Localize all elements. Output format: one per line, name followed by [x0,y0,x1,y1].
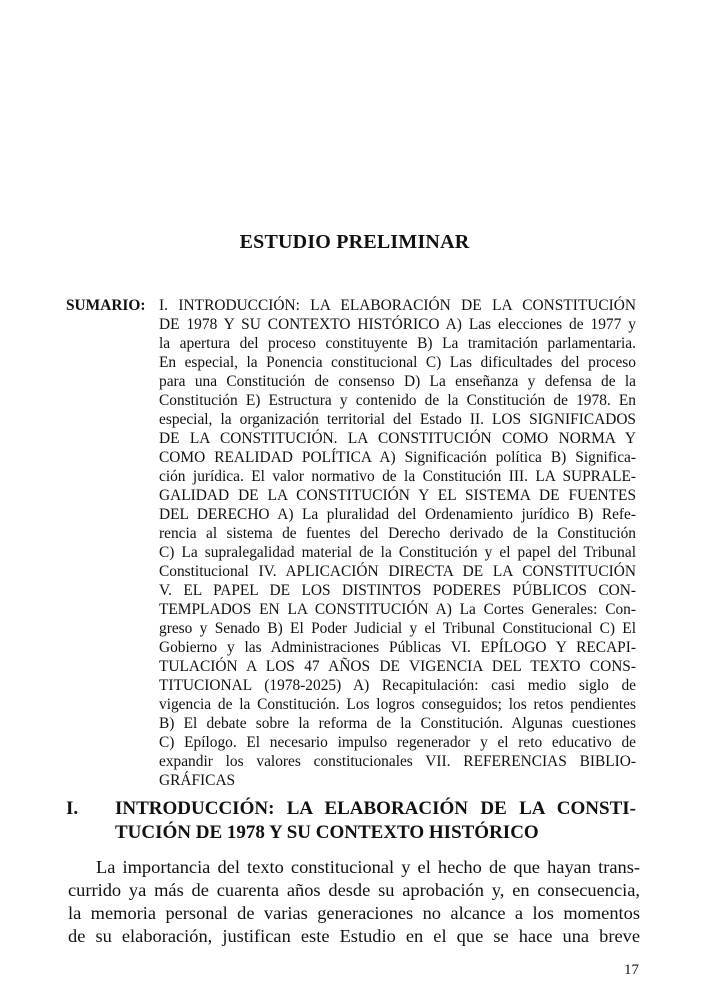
summary-label: SUMARIO: [66,297,146,314]
summary-line: V. EL PAPEL DE LOS DISTINTOS PODERES PÚBLICOS CON- [159,582,636,599]
body-line: la memoria personal de varias generaciones no alcance a los momentos [68,903,640,923]
summary-line: Gobierno y las Administraciones Públicas VI. EPÍLOGO Y RECAPI- [159,639,636,656]
body-line: de su elaboración, justifican este Estudio en el que se hace una breve [68,926,640,946]
summary-line: C) Epílogo. El necesario impulso regenerador y el reto educativo de [159,734,636,751]
summary-line: vigencia de la Constitución. Los logros conseguidos; los retos pendientes [159,696,636,713]
summary-line: expandir los valores constitucionales VII. REFERENCIAS BIBLIO- [159,753,636,770]
summary-line: greso y Senado B) El Poder Judicial y el Tribunal Constitucional C) El [159,620,636,637]
summary-line: especial, la organización territorial del Estado II. LOS SIGNIFICADOS [159,411,636,428]
summary-line: DE 1978 Y SU CONTEXTO HISTÓRICO A) Las elecciones de 1977 y [159,316,636,333]
section-heading-line: TUCIÓN DE 1978 Y SU CONTEXTO HISTÓRICO [115,822,539,843]
summary-line: I. INTRODUCCIÓN: LA ELABORACIÓN DE LA CONSTITUCIÓN [159,297,636,314]
summary-line: GRÁFICAS [159,772,236,789]
section-number: I. [66,798,79,819]
page-title: ESTUDIO PRELIMINAR [239,231,470,253]
summary-line: TULACIÓN A LOS 47 AÑOS DE VIGENCIA DEL TEXTO CONS- [159,658,636,675]
summary-line: para una Constitución de consenso D) La enseñanza y defensa de la [159,373,636,390]
body-line: La importancia del texto constitucional y el hecho de que hayan trans- [96,857,640,877]
summary-line: TITUCIONAL (1978-2025) A) Recapitulación: casi medio siglo de [159,677,636,694]
summary-line: COMO REALIDAD POLÍTICA A) Significación política B) Significa- [159,449,636,466]
body-line: currido ya más de cuarenta años desde su aprobación y, en consecuencia, [68,880,640,900]
summary-line: B) El debate sobre la reforma de la Constitución. Algunas cuestiones [159,715,636,732]
summary-line: Constitución E) Estructura y contenido de la Constitución de 1978. En [159,392,636,409]
summary-line: Constitucional IV. APLICACIÓN DIRECTA DE LA CONSTITUCIÓN [159,563,636,580]
summary-line: rencia al sistema de fuentes del Derecho derivado de la Constitución [159,525,636,542]
summary-line: En especial, la Ponencia constitucional C) Las dificultades del proceso [159,354,636,371]
section-heading-line: INTRODUCCIÓN: LA ELABORACIÓN DE LA CONSTI- [115,798,636,819]
summary-line: ción jurídica. El valor normativo de la Constitución III. LA SUPRALE- [159,468,636,485]
summary-line: GALIDAD DE LA CONSTITUCIÓN Y EL SISTEMA DE FUENTES [159,487,636,504]
summary-line: DE LA CONSTITUCIÓN. LA CONSTITUCIÓN COMO NORMA Y [159,430,636,447]
summary-line: DEL DERECHO A) La pluralidad del Ordenamiento jurídico B) Refe- [159,506,636,523]
summary-line: C) La supralegalidad material de la Constitución y el papel del Tribunal [159,544,636,561]
summary-line: la apertura del proceso constituyente B) La tramitación parlamentaria. [159,335,636,352]
summary-line: TEMPLADOS EN LA CONSTITUCIÓN A) La Cortes Generales: Con- [159,601,636,618]
page-number: 17 [624,962,639,978]
